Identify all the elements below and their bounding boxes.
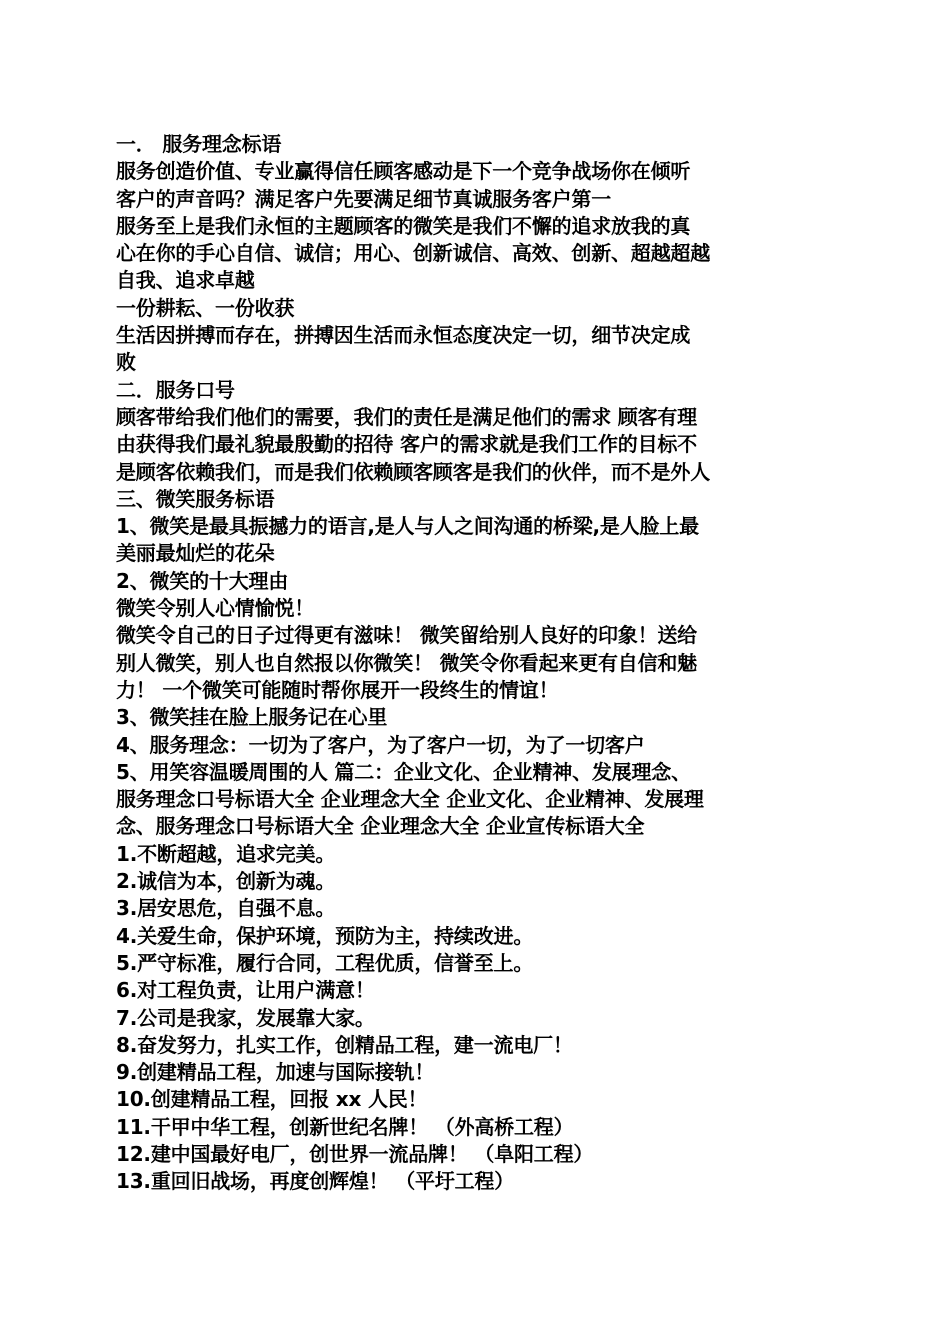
text-line: 心在你的手心自信、诚信；用心、创新诚信、高效、创新、超越超越 <box>116 241 710 266</box>
text-line: 一份耕耘、一份收获 <box>116 295 295 320</box>
document-body <box>116 131 836 1196</box>
text-line: 微笑令别人心情愉悦！ <box>116 596 314 621</box>
text-line: 生活因拼搏而存在，拼搏因生活而永恒态度决定一切，细节决定成 <box>116 323 691 348</box>
text-line: 3、微笑挂在脸上服务记在心里 <box>116 705 388 730</box>
list-item: 1.不断超越，追求完美。 <box>116 841 336 866</box>
text-line: 美丽最灿烂的花朵 <box>116 541 275 566</box>
text-line: 别人微笑，别人也自然报以你微笑！ 微笑令你看起来更有自信和魅 <box>116 650 697 675</box>
list-item: 13.重回旧战场，再度创辉煌！ （平圩工程） <box>116 1169 514 1194</box>
list-item: 2.诚信为本，创新为魂。 <box>116 869 336 894</box>
text-line: 是顾客依赖我们，而是我们依赖顾客顾客是我们的伙伴，而不是外人 <box>116 459 710 484</box>
text-line: 2、微笑的十大理由 <box>116 568 289 593</box>
text-line: 顾客带给我们他们的需要，我们的责任是满足他们的需求 顾客有理 <box>116 404 697 429</box>
list-item: 4.关爱生命，保护环境，预防为主，持续改进。 <box>116 923 534 948</box>
text-line: 败 <box>116 350 136 375</box>
list-item: 9.创建精品工程，加速与国际接轨！ <box>116 1060 435 1085</box>
list-item: 7.公司是我家，发展靠大家。 <box>116 1005 375 1030</box>
text-line: 服务至上是我们永恒的主题顾客的微笑是我们不懈的追求放我的真 <box>116 213 691 238</box>
text-line: 客户的声音吗？满足客户先要满足细节真诚服务客户第一 <box>116 186 611 211</box>
list-item: 12.建中国最好电厂，创世界一流品牌！ （阜阳工程） <box>116 1141 594 1166</box>
section-heading-service-slogan: 二．服务口号 <box>116 377 235 402</box>
list-item: 3.居安思危，自强不息。 <box>116 896 336 921</box>
text-line: 5、用笑容温暖周围的人 篇二：企业文化、企业精神、发展理念、 <box>116 759 691 784</box>
text-line: 由获得我们最礼貌最殷勤的招待 客户的需求就是我们工作的目标不 <box>116 432 697 457</box>
list-item: 5.严守标准，履行合同，工程优质，信誉至上。 <box>116 950 534 975</box>
list-item: 10.创建精品工程，回报 xx 人民！ <box>116 1087 428 1112</box>
text-line: 4、服务理念：一切为了客户，为了客户一切，为了一切客户 <box>116 732 645 757</box>
text-line: 微笑令自己的日子过得更有滋味！ 微笑留给别人良好的印象！送给 <box>116 623 697 648</box>
section-heading-service-concept: 一． 服务理念标语 <box>116 132 282 156</box>
text-line: 力！ 一个微笑可能随时帮你展开一段终生的情谊！ <box>116 677 559 702</box>
list-item: 11.干甲中华工程，创新世纪名牌！ （外高桥工程） <box>116 1114 574 1139</box>
text-line: 念、服务理念口号标语大全 企业理念大全 企业宣传标语大全 <box>116 814 645 839</box>
text-line: 1、微笑是最具振撼力的语言,是人与人之间沟通的桥梁,是人脸上最 <box>116 514 699 539</box>
text-line: 自我、追求卓越 <box>116 268 255 293</box>
list-item: 6.对工程负责，让用户满意！ <box>116 978 375 1003</box>
text-line: 服务理念口号标语大全 企业理念大全 企业文化、企业精神、发展理 <box>116 787 704 812</box>
section-heading-smile-service: 三、微笑服务标语 <box>116 486 275 511</box>
list-item: 8.奋发努力，扎实工作，创精品工程，建一流电厂！ <box>116 1032 573 1057</box>
text-line: 服务创造价值、专业赢得信任顾客感动是下一个竞争战场你在倾听 <box>116 159 691 184</box>
